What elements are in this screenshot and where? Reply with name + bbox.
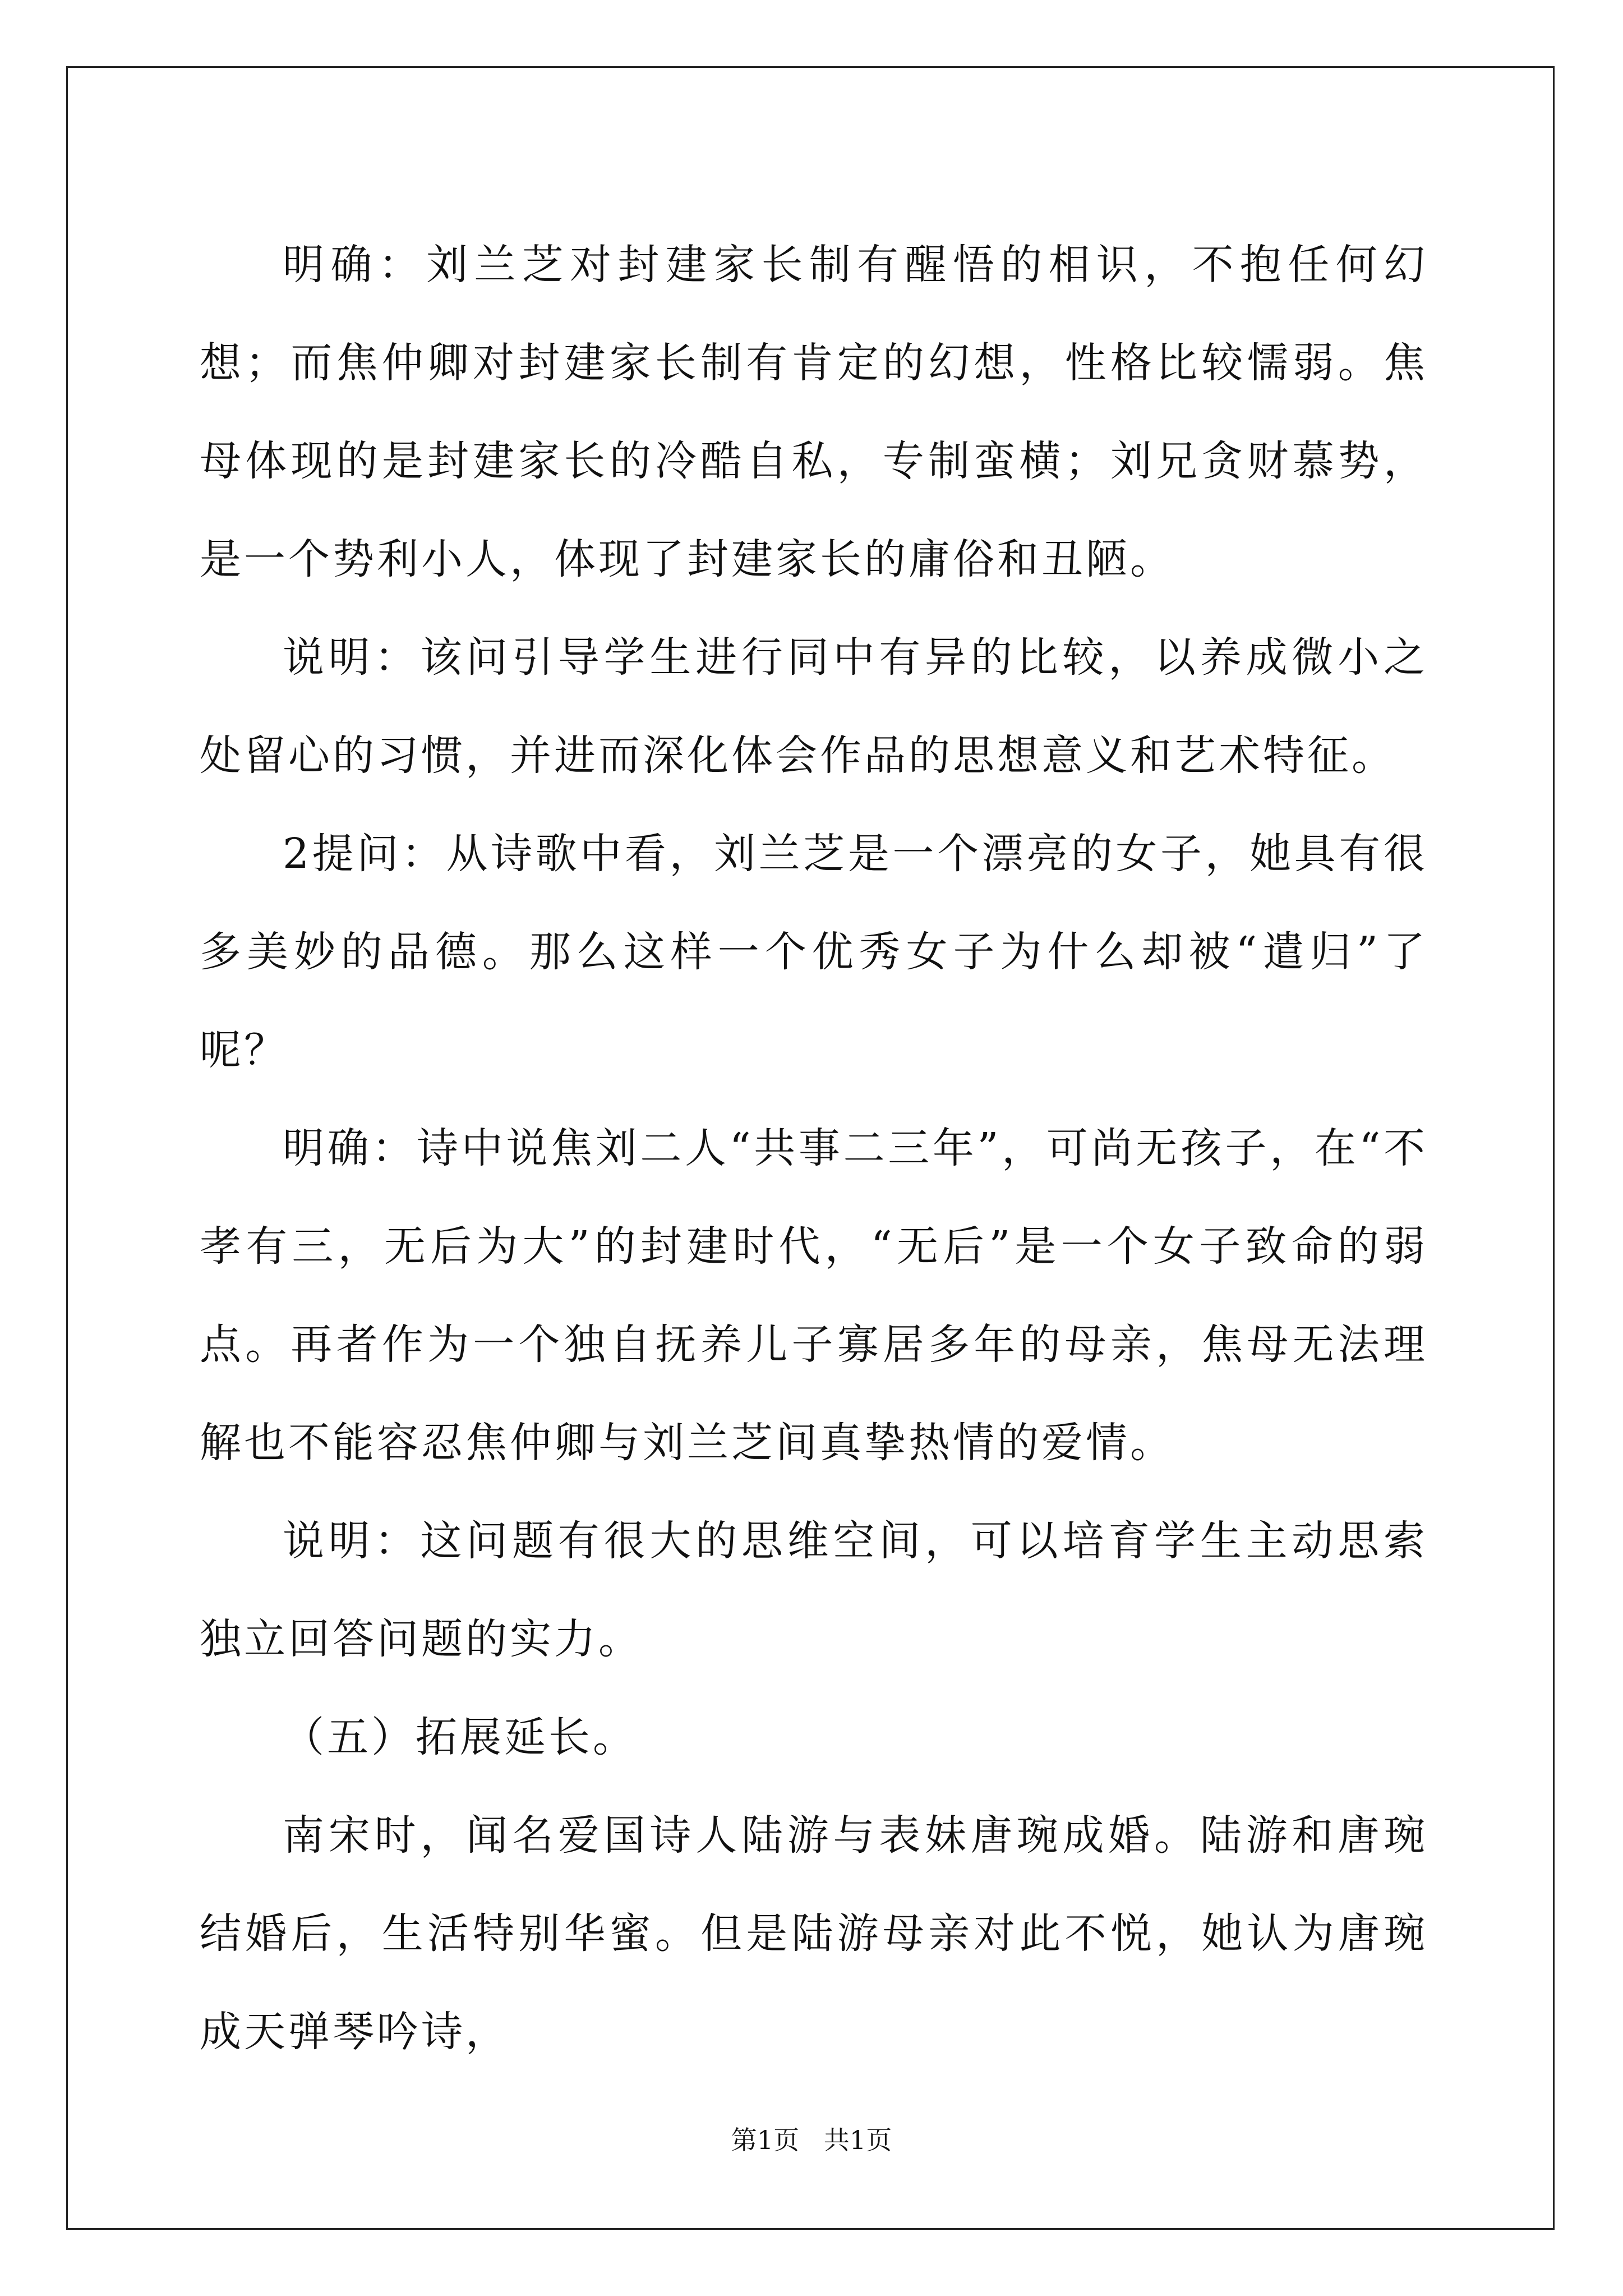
document-body — [200, 216, 1428, 2081]
page-footer: 第1页 共1页 — [731, 2125, 892, 2155]
paragraph: 说明：这问题有很大的思维空间，可以培育学生主动思索独立回答问题的实力。 — [200, 1517, 1428, 1663]
paragraph: 2提问：从诗歌中看，刘兰芝是一个漂亮的女子，她具有很多美妙的品德。那么这样一个优秀女子为什么却被“遣归”了呢？ — [200, 830, 1428, 1074]
paragraph: 明确：诗中说焦刘二人“共事二三年”，可尚无孩子，在“不孝有三，无后为大”的封建时代，“无后”是一个女子致命的弱点。再者作为一个独自抚养儿子寡居多年的母亲，焦母无法理解也不能容忍焦仲卿与刘兰芝间真挚热情的爱情。 — [200, 1124, 1428, 1467]
paragraph: 明确：刘兰芝对封建家长制有醒悟的相识，不抱任何幻想；而焦仲卿对封建家长制有肯定的幻想，性格比较懦弱。焦母体现的是封建家长的冷酷自私，专制蛮横；刘兄贪财慕势，是一个势利小人，体现了封建家长的庸俗和丑陋。 — [200, 241, 1428, 583]
section-heading: （五）拓展延长。 — [283, 1713, 637, 1761]
paragraph: 南宋时，闻名爱国诗人陆游与表妹唐琬成婚。陆游和唐琬结婚后，生活特别华蜜。但是陆游母亲对此不悦，她认为唐琬成天弹琴吟诗， — [200, 1811, 1428, 2056]
paragraph: 说明：该问引导学生进行同中有异的比较，以养成微小之处留心的习惯，并进而深化体会作品的思想意义和艺术特征。 — [200, 633, 1428, 780]
